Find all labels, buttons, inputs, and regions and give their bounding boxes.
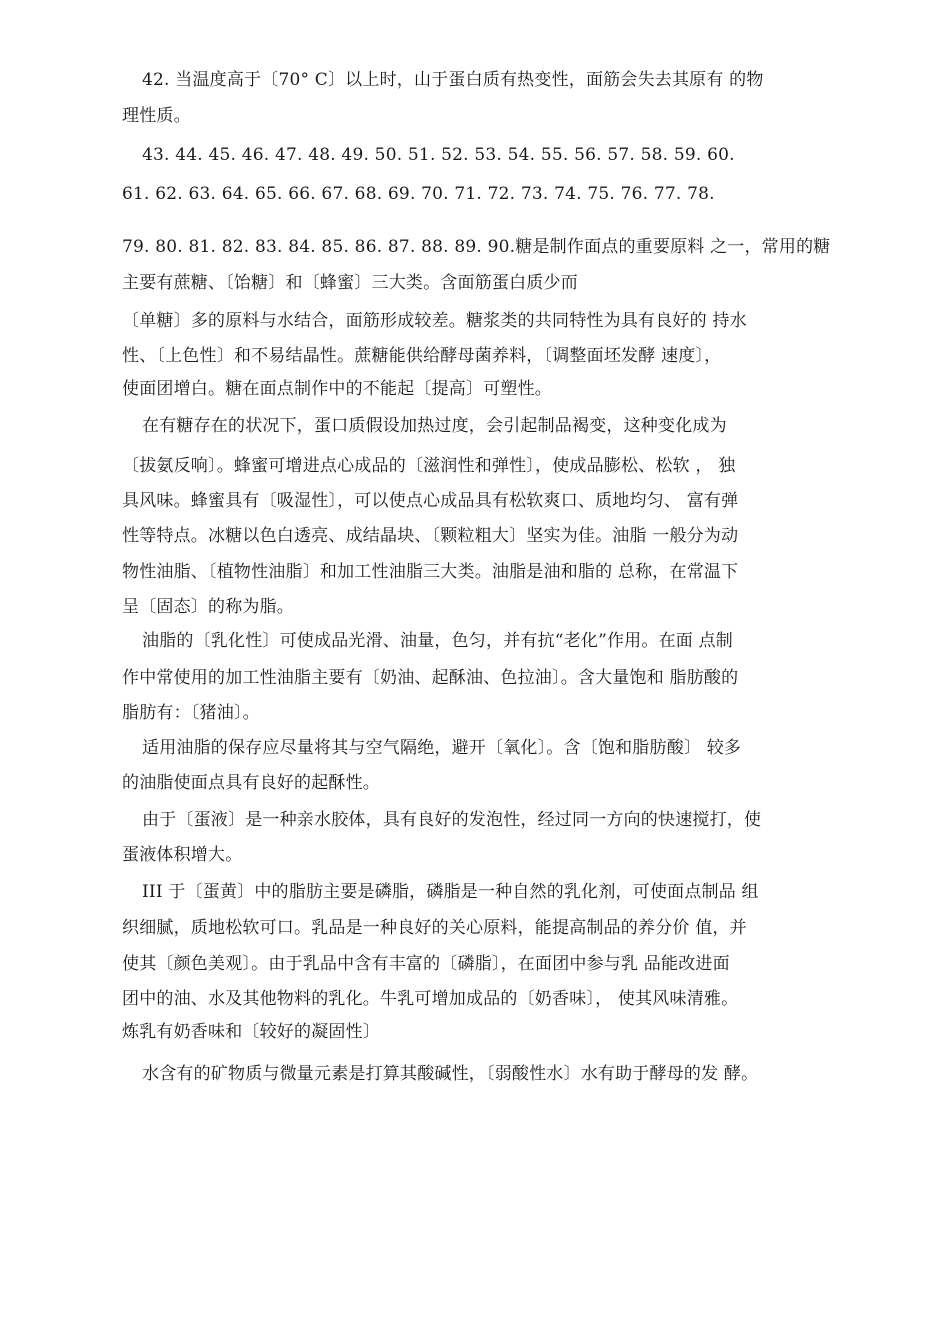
text-line: 使面团增白。糖在面点制作中的不能起〔提高〕可塑性。 — [122, 379, 552, 399]
text-line: 主要有蔗糖、〔饴糖〕和〔蜂蜜〕三大类。含面筋蛋白质少而 — [122, 273, 578, 293]
text-line: 脂肪有：〔猪油〕。 — [122, 703, 260, 723]
text-line: 由于〔蛋液〕是一种亲水胶体，具有良好的发泡性，经过同一方向的快速搅打，使 — [142, 810, 762, 830]
text-line: 油脂的〔乳化性〕可使成品光滑、油量，色匀，并有抗“老化”作用。在面 点制 — [142, 631, 733, 651]
text-line: 性、〔上色性〕和不易结晶性。蔗糖能供给酵母菌养料，〔调整面坯发酵 速度〕， — [122, 346, 722, 366]
text-line: 43. 44. 45. 46. 47. 48. 49. 50. 51. 52. 53. 54. 55. 56. 57. 58. 59. 60. — [142, 145, 735, 165]
text-line: 适用油脂的保存应尽量将其与空气隔绝，避开〔氧化〕。含〔饱和脂肪酸〕 较多 — [142, 738, 742, 758]
text-line: 炼乳有奶香味和〔较好的凝固性〕 — [122, 1022, 380, 1042]
text-line: 织细腻，质地松软可口。乳品是一种良好的关心原料，能提高制品的养分价 值，并 — [122, 918, 747, 938]
text-line: 42. 当温度高于〔70° C〕以上时，山于蛋白质有热变性，面筋会失去其原有 的物 — [142, 70, 764, 90]
text-line: 作中常使用的加工性油脂主要有〔奶油、起酥油、色拉油〕。含大量饱和 脂肪酸的 — [122, 668, 739, 688]
text-line: 的油脂使面点具有良好的起酥性。 — [122, 773, 380, 793]
text-line: 〔拔氨反响〕。蜂蜜可增进点心成品的〔滋润性和弹性〕，使成品膨松、松软 ， 独 — [122, 456, 736, 476]
text-line: 在有糖存在的状况下，蛋口质假设加热过度，会引起制品褐变，这种变化成为 — [142, 416, 727, 436]
text-line: 蛋液体积增大。 — [122, 845, 243, 865]
text-line: 61. 62. 63. 64. 65. 66. 67. 68. 69. 70. 71. 72. 73. 74. 75. 76. 77. 78. — [122, 184, 715, 204]
text-line: 水含有的矿物质与微量元素是打算其酸碱性，〔弱酸性水〕水有助于酵母的发 酵。 — [142, 1064, 759, 1084]
text-line: III 于〔蛋黄〕中的脂肪主要是磷脂，磷脂是一种自然的乳化剂，可使面点制品 组 — [142, 882, 759, 902]
text-line: 具风味。蜂蜜具有〔吸湿性〕，可以使点心成品具有松软爽口、质地均匀、 富有弹 — [122, 491, 739, 511]
text-line: 呈〔固态〕的称为脂。 — [122, 597, 294, 617]
text-line: 团中的油、水及其他物料的乳化。牛乳可增加成品的〔奶香味〕， 使其风味清雅。 — [122, 989, 739, 1009]
text-line: 79. 80. 81. 82. 83. 84. 85. 86. 87. 88. 89. 90.糖是制作面点的重要原料 之一，常用的糖 — [122, 237, 831, 257]
text-line: 物性油脂、〔植物性油脂〕和加工性油脂三大类。油脂是油和脂的 总称，在常温下 — [122, 562, 739, 582]
text-line: 理性质。 — [122, 106, 191, 126]
text-line: 〔单糖〕多的原料与水结合，面筋形成较差。糖浆类的共同特性为具有良好的 持水 — [122, 311, 747, 331]
text-line: 使其〔颜色美观〕。由于乳品中含有丰富的〔磷脂〕，在面团中参与乳 品能改进面 — [122, 954, 730, 974]
text-line: 性等特点。冰糖以色白透亮、成结晶块、〔颗粒粗大〕坚实为佳。油脂 一般分为动 — [122, 526, 739, 546]
